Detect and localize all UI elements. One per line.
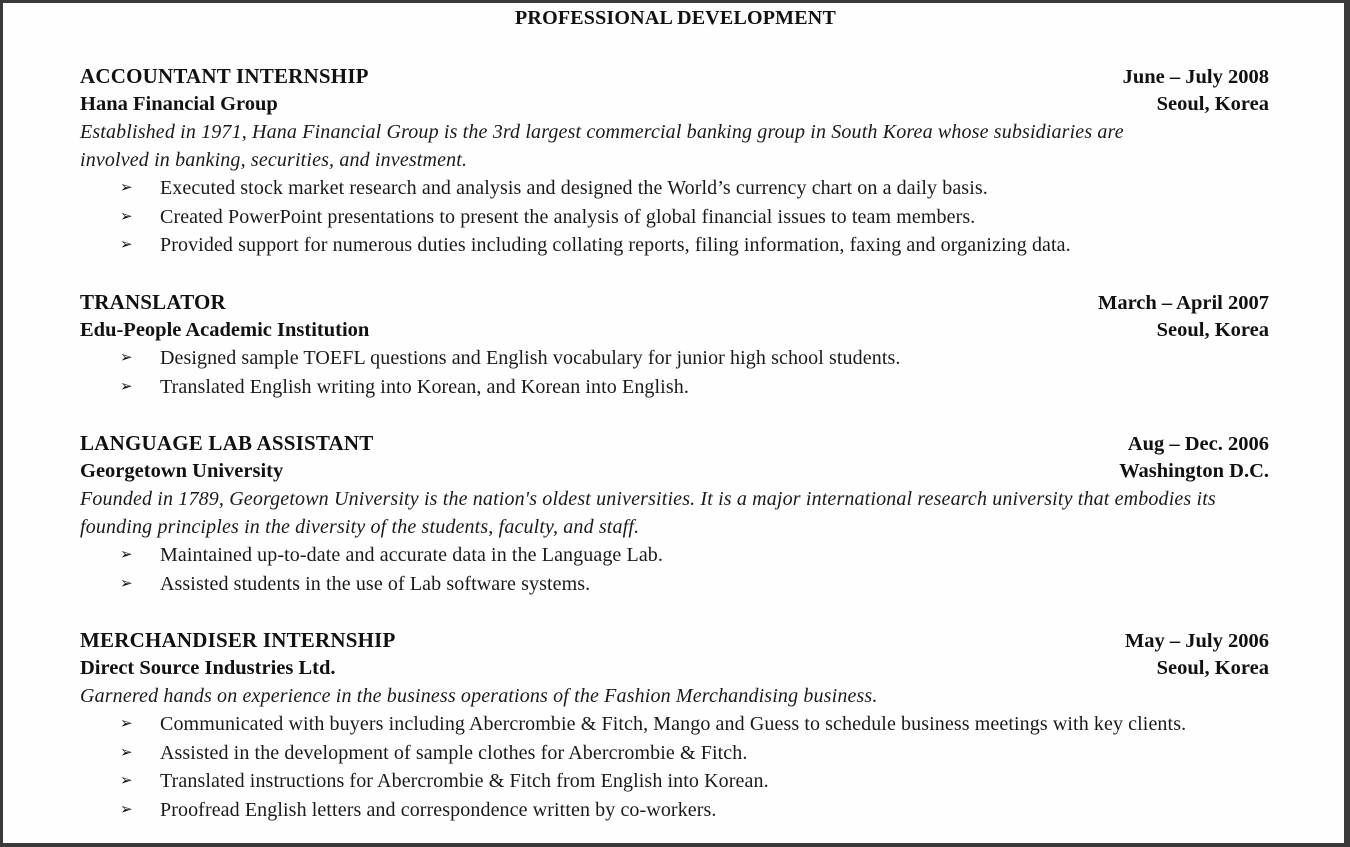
job-role: LANGUAGE LAB ASSISTANT (80, 431, 374, 455)
job-location: Seoul, Korea (1156, 657, 1269, 679)
job-location: Seoul, Korea (1156, 319, 1269, 341)
organization-name: Edu-People Academic Institution (80, 319, 370, 341)
responsibility-item: ➢ Assisted in the development of sample clothes for Abercrombie & Fitch. (80, 739, 1269, 768)
responsibility-item: ➢ Created PowerPoint presentations to present the analysis of global financial issues to team members. (80, 203, 1269, 232)
job-location: Washington D.C. (1119, 460, 1269, 482)
experience-entry (80, 429, 1269, 598)
responsibility-item: ➢ Executed stock market research and analysis and designed the World’s currency chart on a daily basis. (80, 174, 1269, 203)
responsibility-item: ➢ Proofread English letters and correspondence written by co-workers. (80, 796, 1269, 825)
job-dates: March – April 2007 (1097, 292, 1269, 314)
organization-name: Hana Financial Group (80, 93, 278, 115)
arrowhead-bullet-icon: ➢ (120, 237, 133, 253)
arrowhead-bullet-icon: ➢ (120, 350, 133, 366)
section-title: PROFESSIONAL DEVELOPMENT (515, 7, 836, 29)
organization-description: Established in 1971, Hana Financial Group is the 3rd largest commercial banking group in South Korea whose subsidiaries are involved in banking, securities, and investment. (80, 121, 1124, 171)
responsibility-item: ➢ Provided support for numerous duties including collating reports, filing information, faxing and organizing data. (80, 231, 1269, 260)
organization-description: Garnered hands on experience in the business operations of the Fashion Merchandising business. (80, 685, 878, 707)
arrowhead-bullet-icon: ➢ (120, 773, 133, 789)
responsibility-list (80, 174, 1269, 260)
job-role: TRANSLATOR (80, 290, 226, 314)
organization-name: Georgetown University (80, 460, 284, 482)
resume-page (3, 3, 1344, 843)
job-dates: Aug – Dec. 2006 (1127, 433, 1269, 455)
arrowhead-bullet-icon: ➢ (120, 716, 133, 732)
responsibility-item: ➢ Translated instructions for Abercrombie & Fitch from English into Korean. (80, 767, 1269, 796)
job-dates: May – July 2006 (1124, 630, 1269, 652)
responsibility-list (80, 541, 1269, 598)
arrowhead-bullet-icon: ➢ (120, 575, 133, 592)
responsibility-list (80, 344, 1269, 401)
arrowhead-bullet-icon: ➢ (120, 744, 133, 761)
experience-entry (80, 626, 1269, 824)
job-dates: June – July 2008 (1122, 66, 1269, 88)
responsibility-item: ➢ Translated English writing into Korean, and Korean into English. (80, 373, 1269, 402)
job-role: MERCHANDISER INTERNSHIP (80, 628, 396, 652)
arrowhead-bullet-icon: ➢ (120, 547, 133, 563)
experience-entry (80, 62, 1269, 260)
job-role: ACCOUNTANT INTERNSHIP (80, 64, 369, 88)
responsibility-list (80, 710, 1269, 824)
responsibility-item: ➢ Communicated with buyers including Abercrombie & Fitch, Mango and Guess to schedule business meetings with key clients. (80, 710, 1269, 739)
responsibility-item: ➢ Maintained up-to-date and accurate data in the Language Lab. (80, 541, 1269, 570)
job-location: Seoul, Korea (1156, 93, 1269, 115)
organization-description: Founded in 1789, Georgetown University is the nation's oldest universities. It is a major international research university that embodies its founding principles in the diversity of the students, faculty, and staff. (80, 488, 1216, 538)
organization-name: Direct Source Industries Ltd. (80, 657, 336, 679)
arrowhead-bullet-icon: ➢ (120, 378, 133, 395)
responsibility-item: ➢ Assisted students in the use of Lab software systems. (80, 570, 1269, 599)
responsibility-item: ➢ Designed sample TOEFL questions and English vocabulary for junior high school students. (80, 344, 1269, 373)
arrowhead-bullet-icon: ➢ (120, 180, 133, 196)
experience-entry (80, 288, 1269, 401)
arrowhead-bullet-icon: ➢ (120, 801, 133, 818)
arrowhead-bullet-icon: ➢ (120, 208, 133, 225)
